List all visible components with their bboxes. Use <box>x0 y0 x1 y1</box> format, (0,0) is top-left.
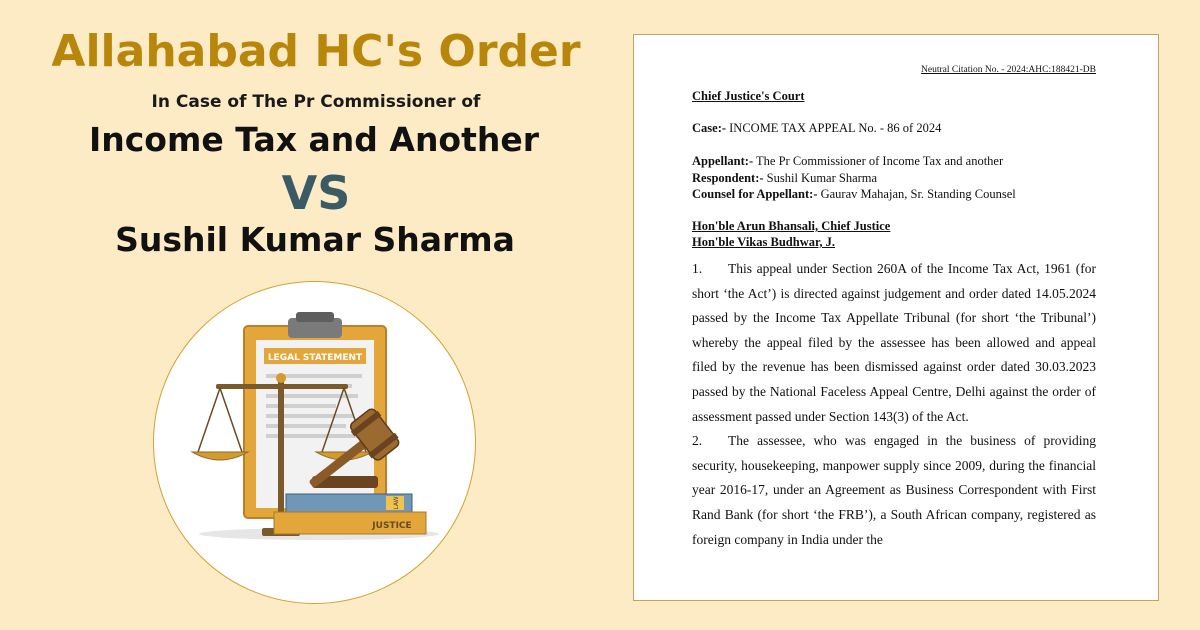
appellant-label: Appellant:- <box>692 154 754 168</box>
judgment-document <box>633 34 1159 601</box>
counsel-label: Counsel for Appellant:- <box>692 187 818 201</box>
paragraph-text: This appeal under Section 260A of the Income Tax Act, 1961 (for short ‘the Act’) is directed against judgement and order dated 14.05.2024 passed by the Income Tax Appellate Tribunal (for short ‘the Tribunal’) whereby the appeal filed by the assessee has been allowed and appeal filed by the revenue has been dismissed against order dated 30.03.2023 passed by the National Faceless Appeal Centre, Delhi against the order of assessment passed under Section 143(3) of the Act. <box>692 261 1096 424</box>
case-line <box>692 121 941 136</box>
paragraph-number: 2. <box>692 433 703 449</box>
book-label-law: LAW <box>393 496 400 510</box>
judge-2: Hon'ble Vikas Budhwar, J. <box>692 235 835 249</box>
case-value: INCOME TAX APPEAL No. - 86 of 2024 <box>726 121 942 135</box>
counsel-value: Gaurav Mahajan, Sr. Standing Counsel <box>817 187 1016 201</box>
judge-1: Hon'ble Arun Bhansali, Chief Justice <box>692 219 891 233</box>
judgment-body <box>692 257 1096 552</box>
respondent-line <box>692 170 1016 187</box>
books-icon <box>274 494 426 534</box>
legal-illustration <box>154 282 476 604</box>
party-a: Income Tax and Another <box>88 120 540 159</box>
parties-block <box>692 153 1016 203</box>
case-label: Case:- <box>692 121 727 135</box>
illustration-circle <box>153 281 476 604</box>
paragraph-text: The assessee, who was engaged in the business of providing security, housekeeping, manpower supply since 2009, during the financial year 2016-17, under an Agreement as Business Correspondent with First Rand Bank (for short ‘the FRB’), a South African company, registered as foreign company in India under the <box>692 433 1096 547</box>
board-label: LEGAL STATEMENT <box>267 353 363 363</box>
paragraph-number: 1. <box>692 261 703 276</box>
respondent-label: Respondent:- <box>692 170 764 185</box>
court-name: Chief Justice's Court <box>692 89 805 103</box>
neutral-citation: Neutral Citation No. - 2024:AHC:188421-DB <box>921 65 1096 75</box>
respondent-value: Sushil Kumar Sharma <box>763 170 878 185</box>
paragraph <box>692 429 1096 552</box>
party-b: Sushil Kumar Sharma <box>115 220 515 259</box>
paragraph <box>692 257 1096 429</box>
book-label-justice: JUSTICE <box>372 521 412 531</box>
counsel-line <box>692 186 1016 203</box>
versus-label: VS <box>281 166 351 220</box>
headline: Allahabad HC's Order <box>51 26 581 77</box>
appellant-value: The Pr Commissioner of Income Tax and another <box>753 154 1004 168</box>
subline: In Case of The Pr Commissioner of <box>151 92 481 112</box>
appellant-line <box>692 153 1016 170</box>
bench <box>692 218 890 250</box>
